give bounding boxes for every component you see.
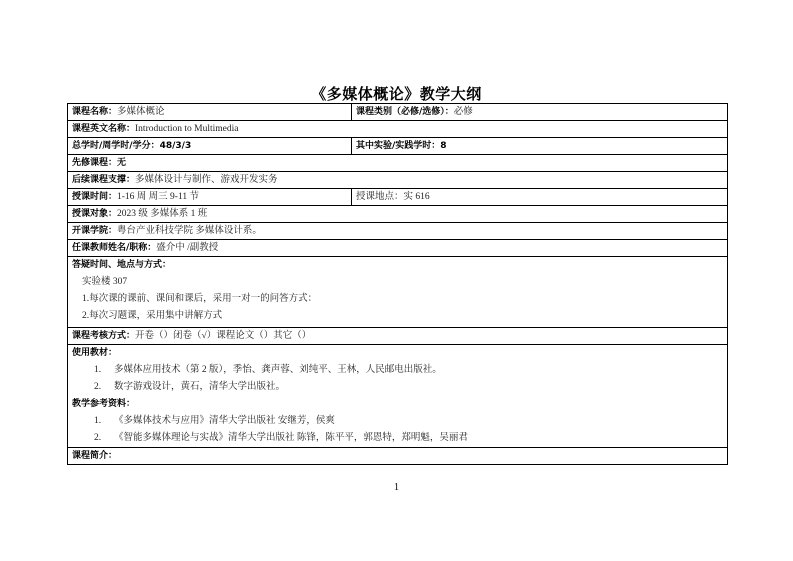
materials-cell — [68, 345, 728, 448]
course-name-value: 多媒体概论 — [117, 107, 165, 117]
assessment-cell — [68, 328, 728, 345]
table-row — [68, 155, 728, 172]
hours-label: 总学时/周学时/学分： — [72, 141, 160, 151]
table-row — [68, 121, 728, 138]
schedule-cell — [68, 189, 352, 206]
college-label: 开课学院： — [72, 226, 118, 236]
references-label: 教学参考资料： — [72, 399, 136, 409]
follow-up-cell — [68, 172, 728, 189]
schedule-value: 1-16 周 周三 9-11 节 — [117, 192, 199, 202]
office-hours-line: 1.每次课的课前、课间和课后，采用一对一的问答方式： — [82, 294, 318, 304]
office-hours-line: 实验楼 307 — [82, 277, 128, 287]
schedule-label: 授课时间： — [72, 192, 118, 202]
textbook-item: 1. 多媒体应用技术（第 2 版），季怡、龚声蓉、刘纯平、王林，人民邮电出版社。 — [94, 365, 442, 375]
location-label: 授课地点： — [356, 192, 404, 202]
reference-item: 1. 《多媒体技术与应用》清华大学出版社 安继芳，侯爽 — [94, 416, 335, 426]
table-row — [68, 172, 728, 189]
table-row — [68, 448, 728, 465]
location-cell — [352, 189, 728, 206]
prerequisite-value: 无 — [117, 158, 127, 168]
table-row — [68, 345, 728, 448]
course-name-label: 课程名称： — [72, 107, 118, 117]
course-name-cell — [68, 104, 352, 121]
table-row — [68, 257, 728, 328]
audience-cell — [68, 206, 728, 223]
college-cell — [68, 223, 728, 240]
follow-up-label: 后续课程支撑： — [72, 175, 136, 185]
location-value: 实 616 — [403, 192, 430, 202]
office-hours-cell — [68, 257, 728, 328]
teacher-value: 盛介中 /副教授 — [156, 243, 219, 253]
course-type-value: 必修 — [453, 107, 473, 117]
prerequisite-cell — [68, 155, 728, 172]
lab-hours-label: 其中实验/实践学时： — [356, 141, 441, 151]
textbooks-label: 使用教材： — [72, 348, 118, 358]
prerequisite-label: 先修课程： — [72, 158, 118, 168]
syllabus-table — [67, 103, 728, 465]
assessment-label: 课程考核方式： — [72, 331, 136, 341]
lab-hours-cell — [352, 138, 728, 155]
table-row — [68, 104, 728, 121]
college-value: 粤台产业科技学院 多媒体设计系。 — [117, 226, 262, 236]
table-row — [68, 223, 728, 240]
english-name-label: 课程英文名称： — [72, 124, 136, 134]
teacher-cell — [68, 240, 728, 257]
textbook-item: 2. 数字游戏设计，黄石，清华大学出版社。 — [94, 382, 286, 392]
table-row — [68, 206, 728, 223]
page-number: 1 — [394, 482, 399, 493]
table-row — [68, 328, 728, 345]
english-name-value: Introduction to Multimedia — [135, 124, 239, 134]
table-row — [68, 138, 728, 155]
document-title: 《多媒体概论》教学大纲 — [311, 87, 482, 103]
office-hours-line: 2.每次习题课，采用集中讲解方式 — [82, 311, 223, 321]
course-type-cell — [352, 104, 728, 121]
table-row — [68, 240, 728, 257]
intro-cell — [68, 448, 728, 465]
audience-value: 2023 级 多媒体系 1 班 — [117, 209, 208, 219]
follow-up-value: 多媒体设计与制作、游戏开发实务 — [135, 175, 278, 185]
course-type-label: 课程类别（必修/选修）： — [356, 107, 454, 117]
audience-label: 授课对象： — [72, 209, 118, 219]
office-hours-label: 答疑时间、地点与方式： — [72, 260, 172, 270]
hours-cell — [68, 138, 352, 155]
teacher-label: 任课教师姓名/职称： — [72, 243, 157, 253]
english-name-cell — [68, 121, 728, 138]
reference-item: 2. 《智能多媒体理论与实战》清华大学出版社 陈锋，陈平平，郭恩特，郑明魁，吴丽君 — [94, 433, 468, 443]
assessment-value: 开卷（）闭卷（√）课程论文（）其它（） — [135, 331, 312, 341]
hours-value: 48/3/3 — [159, 141, 192, 151]
lab-hours-value: 8 — [440, 141, 447, 151]
intro-label: 课程简介： — [72, 451, 118, 461]
table-row — [68, 189, 728, 206]
